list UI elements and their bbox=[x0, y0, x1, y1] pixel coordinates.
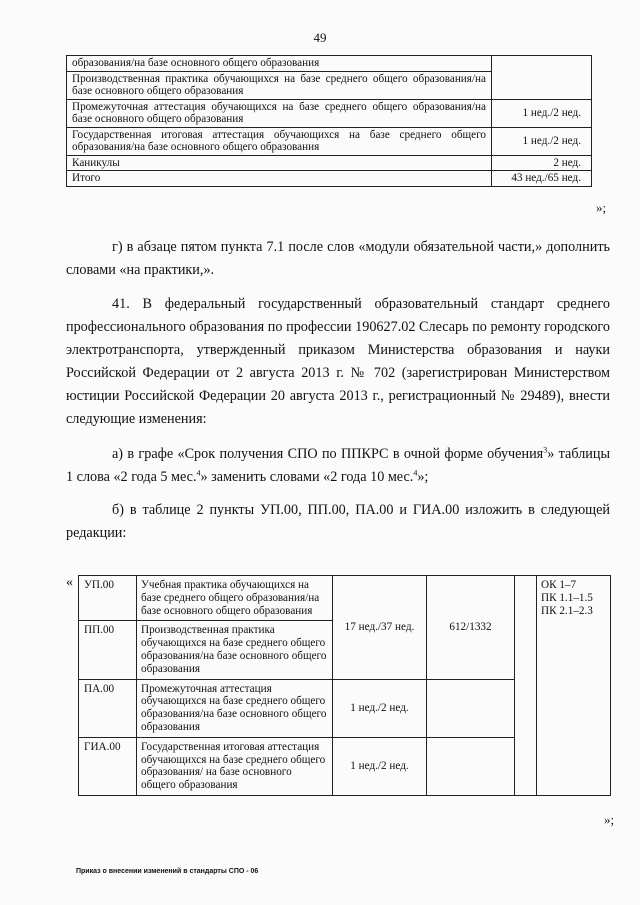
weeks-cell: 1 нед./2 нед. bbox=[333, 737, 427, 795]
table-cell bbox=[492, 56, 592, 100]
paragraph-g: г) в абзаце пятом пункта 7.1 после слов «модули обязательной части,» дополнить словами «на практики,». bbox=[66, 239, 610, 278]
opening-quote: « bbox=[66, 575, 73, 590]
page-number: 49 bbox=[313, 30, 327, 45]
table-cell: Производственная практика обучающихся на базе среднего общего образования/на базе основного общего образования bbox=[67, 71, 492, 99]
table-cell: Промежуточная аттестация обучающихся на базе среднего общего образования/на базе основного общего образования bbox=[67, 99, 492, 127]
hours-cell bbox=[427, 737, 515, 795]
table-2 bbox=[78, 575, 611, 796]
table-cell: Государственная итоговая аттестация обучающихся на базе среднего общего образования/на базе основного общего образования bbox=[67, 127, 492, 155]
weeks-cell: 1 нед./2 нед. bbox=[333, 679, 427, 737]
footnote-mark: 4 bbox=[413, 468, 418, 478]
paragraph-a-text: а) в графе «Срок получения СПО по ППКРС в очной форме обучения bbox=[112, 446, 544, 462]
table-cell: образования/на базе основного общего образования bbox=[67, 56, 492, 72]
table-row bbox=[67, 127, 592, 155]
paragraph-b: б) в таблице 2 пункты УП.00, ПП.00, ПА.00 и ГИА.00 изложить в следующей редакции: bbox=[66, 502, 610, 541]
hours-cell bbox=[427, 679, 515, 737]
code-cell: УП.00 bbox=[79, 576, 137, 621]
table-1 bbox=[66, 55, 592, 187]
paragraph-a-text: » заменить словами «2 года 10 мес. bbox=[200, 469, 414, 485]
table-cell: 1 нед./2 нед. bbox=[492, 99, 592, 127]
competency-item: ПК 2.1–2.3 bbox=[541, 604, 593, 617]
closing-quote: »; bbox=[596, 200, 607, 215]
table-cell: 1 нед./2 нед. bbox=[492, 127, 592, 155]
paragraph-a bbox=[66, 443, 610, 489]
code-cell: ПП.00 bbox=[79, 621, 137, 679]
hours-cell: 612/1332 bbox=[427, 576, 515, 680]
empty-cell bbox=[515, 576, 537, 796]
competency-item: ПК 1.1–1.5 bbox=[541, 591, 593, 604]
paragraph-a-text: »; bbox=[417, 469, 429, 485]
weeks-cell: 17 нед./37 нед. bbox=[333, 576, 427, 680]
footnote-mark: 4 bbox=[196, 468, 201, 478]
table-cell: Итого bbox=[67, 171, 492, 187]
footer-note: Приказ о внесении изменений в стандарты СПО - 06 bbox=[76, 868, 259, 875]
table-row bbox=[67, 56, 592, 72]
description-cell: Государственная итоговая аттестация обучающихся на базе среднего общего образования/ на базе основного общего образования bbox=[137, 737, 333, 795]
table-row bbox=[79, 576, 611, 621]
paragraph-41: 41. В федеральный государственный образовательный стандарт среднего профессионального образования по профессии 190627.02 Слесарь по ремонту городского электротранспорта, утвержденный приказом Министерства образования и науки Российской Федерации от 2 августа 2013 г. № 702 (зарегистрирован Министерством юстиции Российской Федерации 20 августа 2013 г., регистрационный № 29489), внести следующие изменения: bbox=[66, 296, 610, 427]
table-cell: 43 нед./65 нед. bbox=[492, 171, 592, 187]
footnote-mark: 3 bbox=[543, 445, 548, 455]
table-cell: Каникулы bbox=[67, 155, 492, 171]
table-row bbox=[67, 99, 592, 127]
paragraph-a-text: » таблицы 1 слова «2 года 5 мес. bbox=[66, 446, 610, 485]
code-cell: ПА.00 bbox=[79, 679, 137, 737]
closing-quote: »; bbox=[604, 812, 615, 827]
description-cell: Учебная практика обучающихся на базе среднего общего образования/на базе основного общего образования bbox=[137, 576, 333, 621]
table-cell: 2 нед. bbox=[492, 155, 592, 171]
table-row bbox=[67, 171, 592, 187]
code-cell: ГИА.00 bbox=[79, 737, 137, 795]
description-cell: Промежуточная аттестация обучающихся на базе среднего общего образования/на базе основного общего образования bbox=[137, 679, 333, 737]
competencies-cell bbox=[537, 576, 611, 796]
table-row bbox=[67, 155, 592, 171]
competency-item: ОК 1–7 bbox=[541, 579, 577, 591]
description-cell: Производственная практика обучающихся на базе среднего общего образования/на базе основного общего образования bbox=[137, 621, 333, 679]
